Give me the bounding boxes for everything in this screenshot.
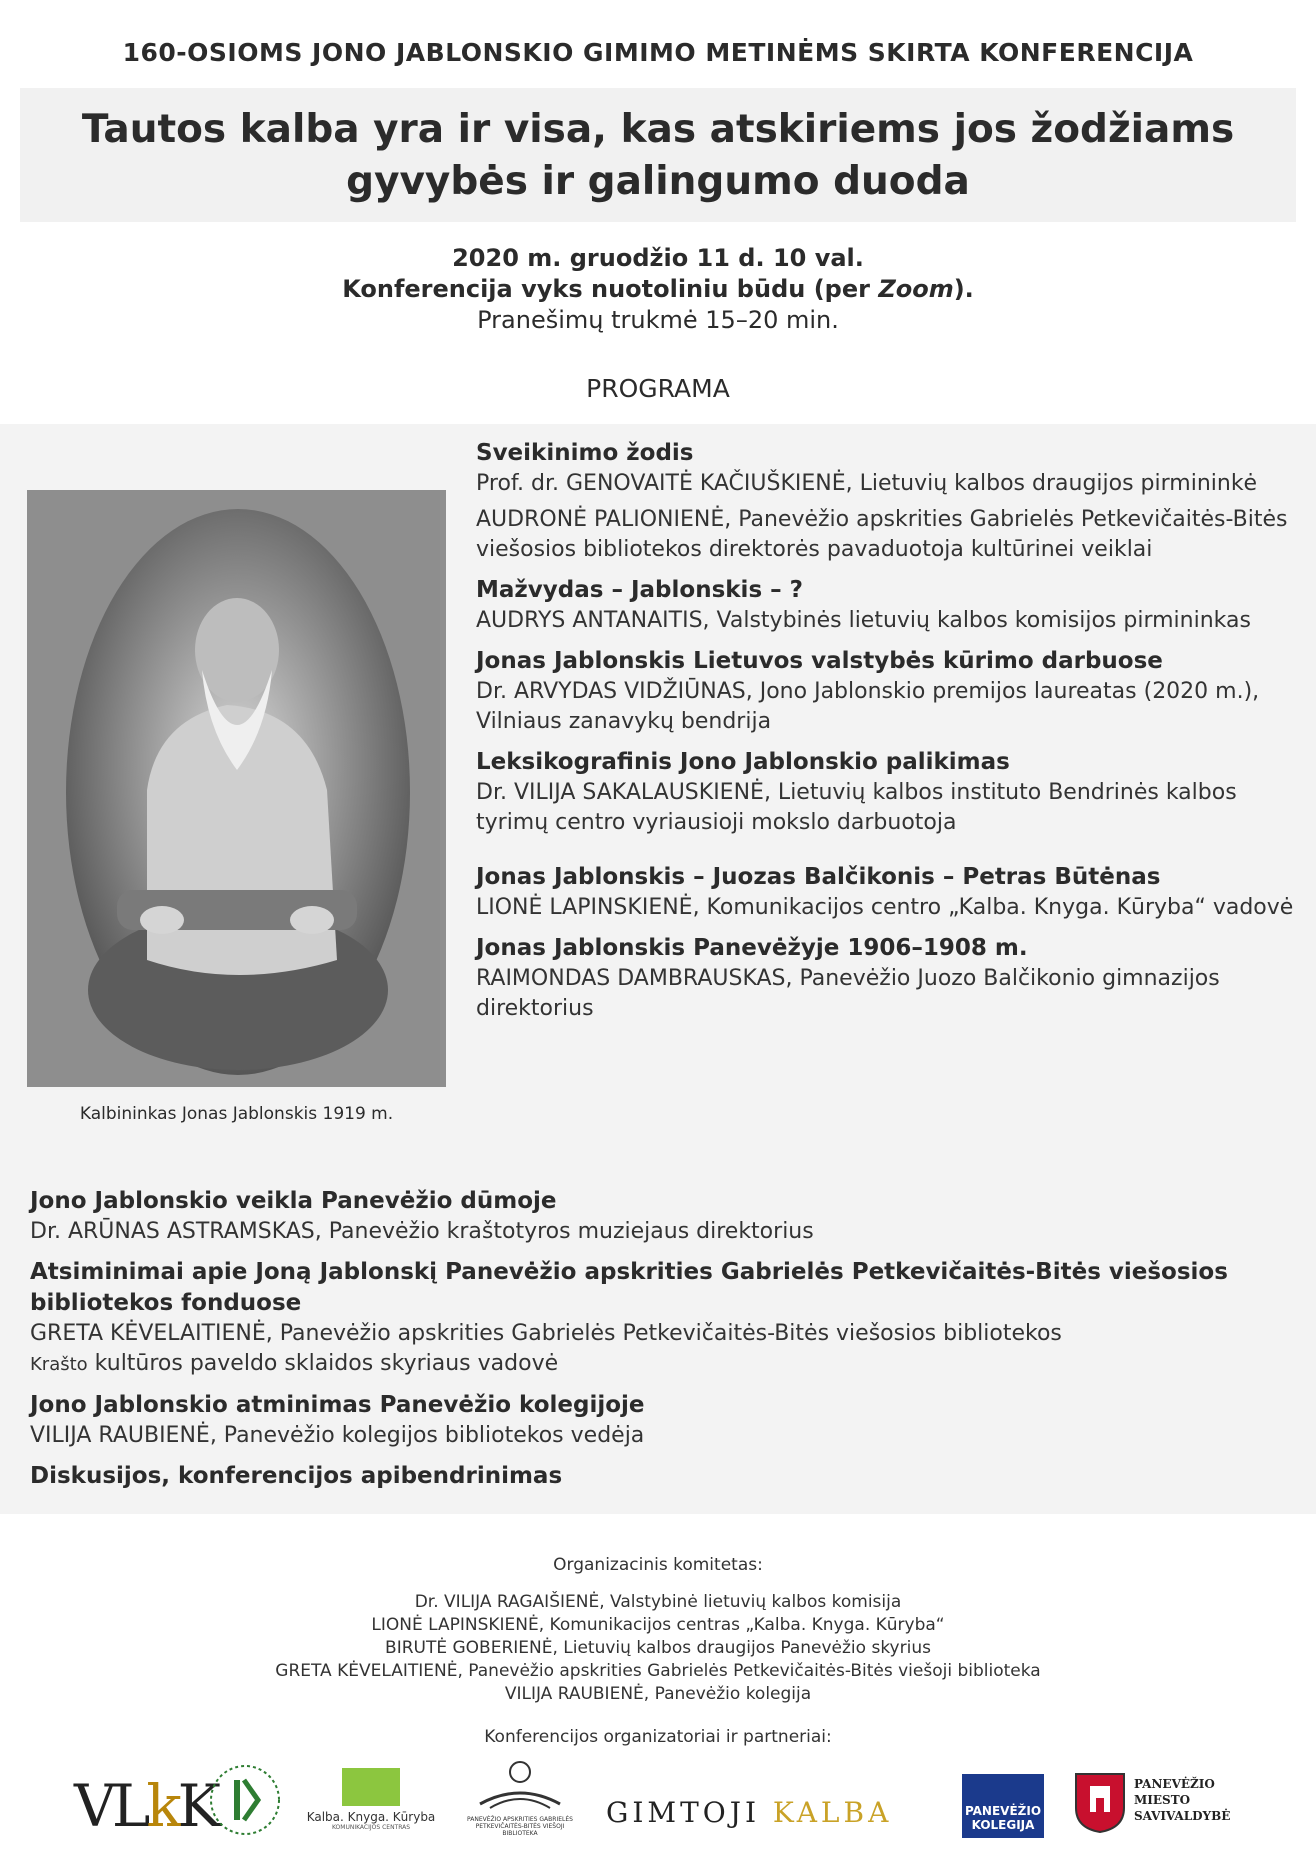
program-item-speaker: Dr. ARVYDAS VIDŽIŪNAS, Jono Jablonskio premijos laureatas (2020 m.), Vilniaus zanavykų bendrija	[476, 679, 1260, 734]
panevezio-kolegija-logo: PANEVĖŽIO KOLEGIJA	[962, 1774, 1044, 1838]
committee-member: GRETA KĖVELAITIENĖ, Panevėžio apskrities Gabrielės Petkevičaitės-Bitės viešoji biblioteka	[275, 1661, 1041, 1681]
headline-line-1: Tautos kalba yra ir visa, kas atskiriems jos žodžiams	[81, 107, 1235, 152]
portrait-photo	[27, 490, 446, 1087]
program-item-speaker: RAIMONDAS DAMBRAUSKAS, Panevėžio Juozo Balčikonio gimnazijos direktorius	[476, 966, 1220, 1021]
program-item-title: Mažvydas – Jablonskis – ?	[476, 577, 803, 603]
kalbos-draugija-logo	[206, 1758, 284, 1842]
program-item	[476, 862, 1296, 923]
headline-line-2: gyvybės ir galingumo duoda	[346, 159, 970, 204]
partner-logos	[0, 1758, 1316, 1858]
committee-member: VILIJA RAUBIENĖ, Panevėžio kolegija	[504, 1684, 812, 1704]
program-item-title: Jonas Jablonskis – Juozas Balčikonis – Petras Būtėnas	[476, 864, 1161, 890]
committee-member: BIRUTĖ GOBERIENĖ, Lietuvių kalbos draugijos Panevėžio skyrius	[385, 1638, 931, 1658]
event-date: 2020 m. gruodžio 11 d. 10 val.	[452, 244, 864, 272]
program-item	[30, 1461, 1300, 1492]
program-item-speaker: Dr. VILIJA SAKALAUSKIENĖ, Lietuvių kalbos instituto Bendrinės kalbos tyrimų centro vyriausioji mokslo darbuotoja	[476, 780, 1237, 835]
program-item-speaker: GRETA KĖVELAITIENĖ, Panevėžio apskrities Gabrielės Petkevičaitės-Bitės viešosios bibliotekos	[30, 1321, 1062, 1346]
program-item-speaker: LIONĖ LAPINSKIENĖ, Komunikacijos centro „Kalba. Knyga. Kūryba“ vadovė	[476, 895, 1294, 920]
kkk-mark	[342, 1768, 400, 1806]
program-list-right	[476, 438, 1296, 1034]
program-item-speaker: Dr. ARŪNAS ASTRAMSKAS, Panevėžio kraštotyros muziejaus direktorius	[30, 1219, 814, 1244]
conference-subtitle: 160-OSIOMS JONO JABLONSKIO GIMIMO METINĖMS SKIRTA KONFERENCIJA	[122, 38, 1194, 67]
program-item-title: Diskusijos, konferencijos apibendrinimas	[30, 1463, 563, 1489]
program-item-speaker: AUDRYS ANTANAITIS, Valstybinės lietuvių kalbos komisijos pirmininkas	[476, 608, 1251, 633]
event-meta	[0, 243, 1316, 336]
program-item	[476, 933, 1296, 1024]
program-item-speaker-cont: Krašto kultūros paveldo sklaidos skyriaus vadovė	[30, 1351, 559, 1376]
committee-member: LIONĖ LAPINSKIENĖ, Komunikacijos centras „Kalba. Knyga. Kūryba“	[371, 1615, 945, 1635]
program-item-title: Atsiminimai apie Joną Jablonskį Panevėžio apskrities Gabrielės Petkevičaitės-Bitės viešosios bibliotekos fonduose	[30, 1259, 1228, 1316]
program-item	[30, 1390, 1300, 1451]
program-item	[30, 1257, 1300, 1380]
program-item-title: Jono Jablonskio veikla Panevėžio dūmoje	[30, 1188, 557, 1214]
program-item	[476, 747, 1296, 838]
program-item	[476, 575, 1296, 636]
program-item	[476, 646, 1296, 737]
program-list-bottom	[30, 1186, 1300, 1502]
committee-heading: Organizacinis komitetas:	[553, 1555, 763, 1575]
kalba-knyga-kuryba-logo: Kalba. Knyga. Kūryba KOMUNIKACIJOS CENTRAS	[306, 1768, 436, 1848]
program-item-speaker: AUDRONĖ PALIONIENĖ, Panevėžio apskrities Gabrielės Petkevičaitės-Bitės viešosios bibliotekos direktorės pavaduotoja kultūrinei veiklai	[476, 507, 1288, 562]
vlk-logo: VLkK	[74, 1772, 217, 1840]
program-item-title: Leksikografinis Jono Jablonskio palikimas	[476, 749, 1010, 775]
event-online-note: Konferencija vyks nuotoliniu būdu (per Zoom).	[342, 275, 974, 303]
coat-of-arms-icon	[1074, 1772, 1126, 1834]
headline-box	[20, 88, 1296, 222]
gimtoji-kalba-logo: GIMTOJI KALBA	[606, 1796, 893, 1829]
program-item	[30, 1186, 1300, 1247]
talk-duration: Pranešimų trukmė 15–20 min.	[477, 306, 839, 334]
program-item-speaker: VILIJA RAUBIENĖ, Panevėžio kolegijos bibliotekos vedėja	[30, 1423, 645, 1448]
program-item-title: Sveikinimo žodis	[476, 440, 694, 466]
savivaldybe-logo: PANEVĖŽIO MIESTO SAVIVALDYBĖ	[1074, 1772, 1234, 1836]
partners-heading: Konferencijos organizatoriai ir partneriai:	[484, 1727, 832, 1747]
zoom-label: Zoom	[878, 275, 954, 303]
program-item-title: Jono Jablonskio atminimas Panevėžio kolegijoje	[30, 1392, 645, 1418]
program-heading: PROGRAMA	[586, 374, 730, 403]
organizing-committee	[0, 1554, 1316, 1706]
program-item-title: Jonas Jablonskis Lietuvos valstybės kūrimo darbuose	[476, 648, 1163, 674]
committee-member: Dr. VILIJA RAGAIŠIENĖ, Valstybinė lietuvių kalbos komisija	[414, 1592, 902, 1612]
program-item-title: Jonas Jablonskis Panevėžyje 1906–1908 m.	[476, 935, 1028, 961]
library-logo: PANEVĖŽIO APSKRITIES GABRIELĖS PETKEVIČAITĖS-BITĖS VIEŠOJI BIBLIOTEKA	[460, 1758, 580, 1848]
photo-caption: Kalbininkas Jonas Jablonskis 1919 m.	[79, 1104, 394, 1124]
program-item	[476, 438, 1296, 565]
program-item-speaker: Prof. dr. GENOVAITĖ KAČIUŠKIENĖ, Lietuvių kalbos draugijos pirmininkė	[476, 471, 1258, 496]
